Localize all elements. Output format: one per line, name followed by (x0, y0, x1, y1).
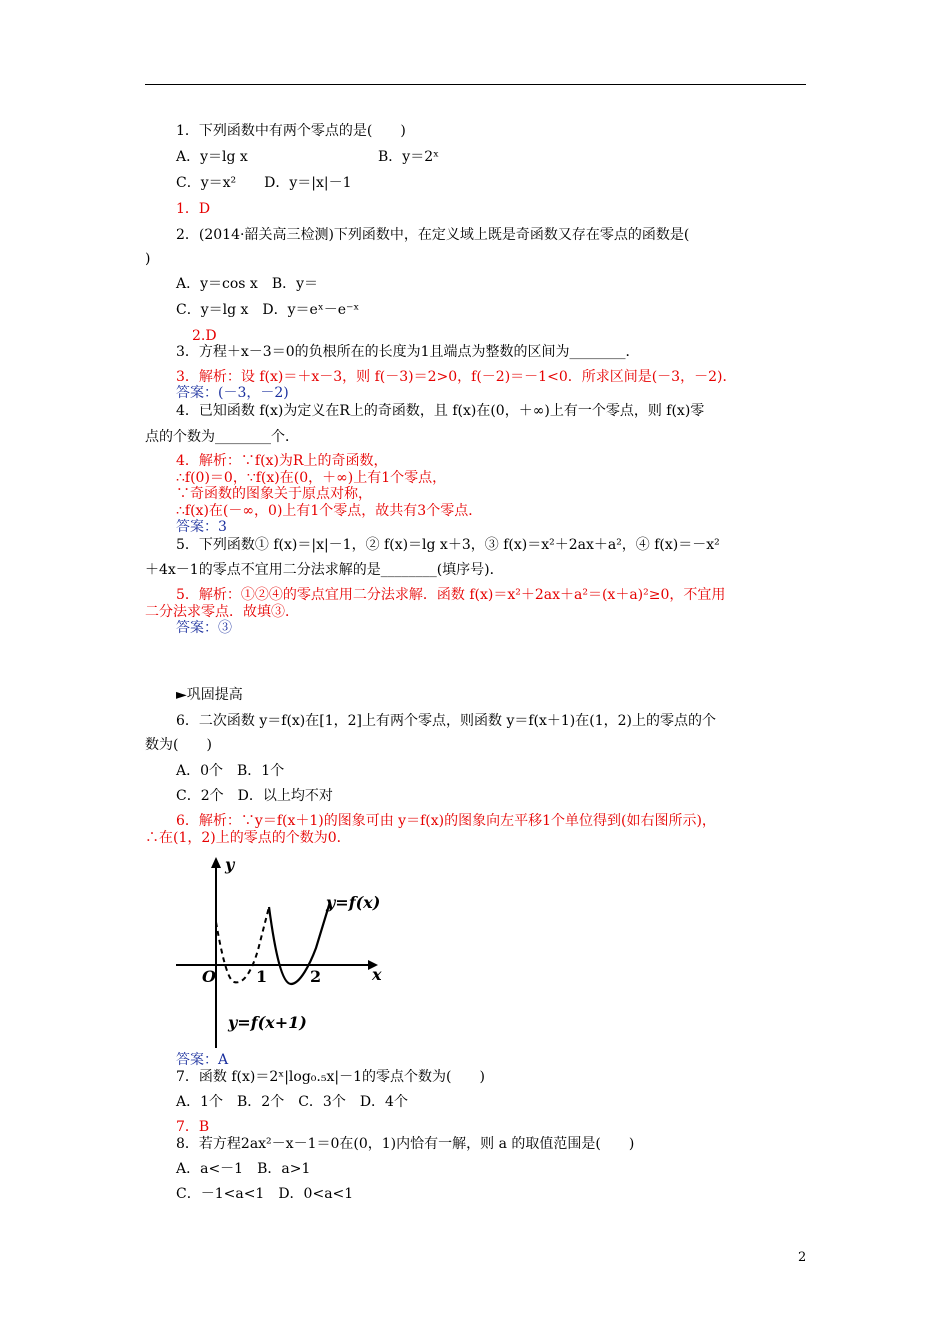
curve-label-fx: y=f(x) (326, 893, 381, 912)
text-line: 1．D (176, 201, 211, 217)
text-line: 6．解析：∵y＝f(x＋1)的图象可由 y＝f(x)的图象向左平移1个单位得到(如右图所示)， (176, 813, 716, 829)
text-line: B．y＝2ˣ (378, 149, 440, 165)
tick-label-1: 1 (256, 967, 268, 986)
x-axis-label: x (372, 965, 382, 984)
header-rule (145, 84, 806, 85)
y-axis-label: y (225, 855, 235, 874)
text-line: C．2个 D．以上均不对 (176, 788, 333, 804)
function-graph-figure (172, 852, 416, 1050)
text-line: 4．已知函数 f(x)为定义在R上的奇函数，且 f(x)在(0，＋∞)上有一个零点，则 f(x)零 (176, 403, 705, 419)
text-line: 数为( ) (145, 737, 212, 753)
origin-label: O (202, 967, 216, 986)
text-line: 答案：(－3，－2) (176, 385, 289, 401)
text-line: 2.D (192, 328, 217, 344)
text-line: 5．下列函数① f(x)＝|x|－1，② f(x)＝lg x＋3，③ f(x)＝x²＋2ax＋a²，④ f(x)＝－x² (176, 537, 720, 553)
text-line: 答案：③ (176, 620, 232, 636)
text-line: 2．(2014·韶关高三检测)下列函数中，在定义域上既是奇函数又存在零点的函数是( (176, 227, 690, 243)
text-line: A．0个 B．1个 (176, 763, 285, 779)
text-line: 3．方程＋x－3＝0的负根所在的长度为1且端点为整数的区间为________． (176, 344, 640, 360)
text-line: 3．解析：设 f(x)＝＋x－3，则 f(－3)＝2>0，f(－2)＝－1<0．所求区间是(－3，－2)． (176, 369, 737, 385)
text-line: 答案：3 (176, 519, 227, 535)
y-axis-arrow (211, 857, 221, 868)
text-line: 5．解析：①②④的零点宜用二分法求解．函数 f(x)＝x²＋2ax＋a²＝(x＋a)²≥0，不宜用 (176, 587, 726, 603)
text-line: C．y＝lg x D．y＝eˣ－e⁻ˣ (176, 302, 360, 318)
text-line: A．y＝cos x B．y＝ (176, 276, 319, 292)
page-number: 2 (798, 1250, 807, 1265)
text-line: ＋4x－1的零点不宜用二分法求解的是________(填序号)． (145, 562, 504, 578)
text-line: ∴f(0)＝0，∵f(x)在(0，＋∞)上有1个零点， (176, 470, 447, 486)
text-line: 7．函数 f(x)＝2ˣ|log₀.₅x|－1的零点个数为( ) (176, 1069, 485, 1085)
curve-label-fx1: y=f(x+1) (228, 1013, 307, 1032)
text-line: A．a<－1 B．a>1 (176, 1161, 311, 1177)
text-line: 1．下列函数中有两个零点的是( ) (176, 123, 406, 139)
text-line: 7．B (176, 1119, 210, 1135)
text-line: ∴在(1，2)上的零点的个数为0． (145, 830, 351, 846)
text-line: A．1个 B．2个 C．3个 D．4个 (176, 1094, 408, 1110)
text-line: C．y＝x² D．y＝|x|－1 (176, 175, 352, 191)
text-line: 6．二次函数 y＝f(x)在[1，2]上有两个零点，则函数 y＝f(x＋1)在(1，2)上的零点的个 (176, 713, 717, 729)
tick-label-2: 2 (310, 967, 322, 986)
text-line: 二分法求零点．故填③． (145, 604, 299, 620)
text-line: ) (145, 251, 151, 267)
text-line: 8．若方程2ax²－x－1＝0在(0，1)内恰有一解，则 a 的取值范围是( ) (176, 1136, 635, 1152)
text-line: ∴f(x)在(－∞，0)上有1个零点，故共有3个零点． (176, 503, 483, 519)
text-line: ►巩固提高 (176, 687, 243, 703)
text-line: A．y＝lg x (176, 149, 248, 165)
text-line: C．－1<a<1 D．0<a<1 (176, 1186, 354, 1202)
text-line: 点的个数为________个． (145, 429, 299, 445)
text-line: ∵奇函数的图象关于原点对称， (176, 486, 372, 502)
text-line: 4．解析：∵f(x)为R上的奇函数， (176, 453, 388, 469)
text-line: 答案：A (176, 1052, 229, 1068)
